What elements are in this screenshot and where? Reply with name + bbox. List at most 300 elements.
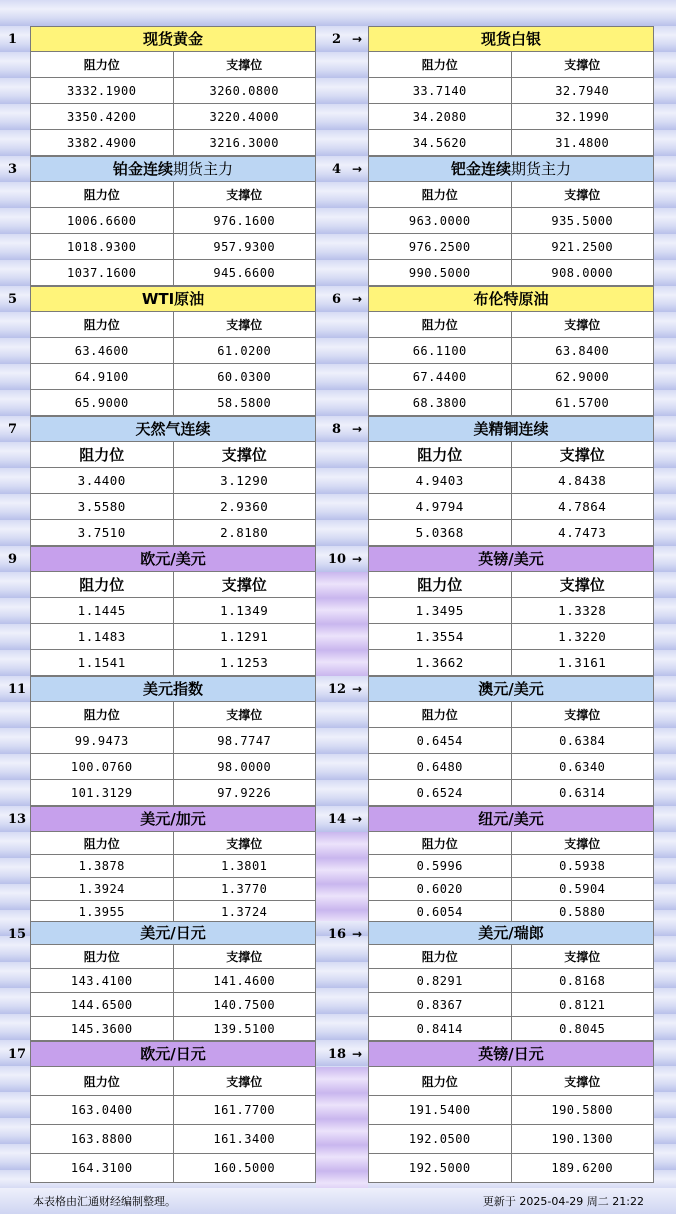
middle-strip bbox=[316, 832, 368, 921]
resistance-value: 163.8800 bbox=[31, 1125, 174, 1154]
resistance-value: 1.1483 bbox=[31, 624, 174, 650]
resistance-value: 3.4400 bbox=[31, 468, 174, 494]
resistance-value: 1006.6600 bbox=[31, 208, 174, 234]
support-value: 1.1253 bbox=[173, 650, 316, 676]
support-value: 4.7473 bbox=[511, 520, 654, 546]
resistance-header: 阻力位 bbox=[31, 442, 174, 468]
instrument-name: 美精铜连续 bbox=[473, 420, 549, 438]
header-row bbox=[31, 52, 316, 78]
resistance-value: 0.5996 bbox=[369, 855, 512, 878]
panel-title bbox=[30, 416, 316, 442]
resistance-value: 1.1445 bbox=[31, 598, 174, 624]
level-row bbox=[31, 520, 316, 546]
support-value: 4.7864 bbox=[511, 494, 654, 520]
resistance-value: 145.3600 bbox=[31, 1017, 174, 1041]
support-value: 945.6600 bbox=[173, 260, 316, 286]
level-row bbox=[369, 364, 654, 390]
panel-number: 17 bbox=[8, 1047, 27, 1062]
resistance-value: 0.6054 bbox=[369, 901, 512, 924]
level-row bbox=[31, 364, 316, 390]
instrument-name: 美元/日元 bbox=[140, 924, 206, 942]
instrument-name: 英镑/美元 bbox=[478, 550, 544, 568]
support-value: 189.6200 bbox=[511, 1154, 654, 1183]
support-value: 98.7747 bbox=[173, 728, 316, 754]
resistance-header: 阻力位 bbox=[369, 702, 512, 728]
level-table bbox=[368, 701, 654, 806]
instrument-name: 美元/加元 bbox=[140, 810, 206, 828]
support-value: 0.8045 bbox=[511, 1017, 654, 1041]
instrument-name: 欧元/日元 bbox=[140, 1045, 206, 1063]
resistance-value: 1.3924 bbox=[31, 878, 174, 901]
level-row bbox=[31, 338, 316, 364]
support-value: 61.0200 bbox=[173, 338, 316, 364]
support-header: 支撑位 bbox=[511, 572, 654, 598]
support-header: 支撑位 bbox=[511, 312, 654, 338]
support-value: 190.5800 bbox=[511, 1096, 654, 1125]
support-value: 3216.3000 bbox=[173, 130, 316, 156]
resistance-header: 阻力位 bbox=[369, 572, 512, 598]
arrow-right-icon: → bbox=[352, 1047, 363, 1061]
arrow-right-icon: → bbox=[352, 32, 363, 46]
instrument-name: 美元指数 bbox=[142, 680, 203, 698]
support-value: 1.3161 bbox=[511, 650, 654, 676]
resistance-value: 0.6454 bbox=[369, 728, 512, 754]
support-header: 支撑位 bbox=[173, 832, 316, 855]
level-row bbox=[31, 1096, 316, 1125]
panel-number: 6 bbox=[332, 292, 342, 307]
level-row bbox=[369, 260, 654, 286]
support-value: 0.8121 bbox=[511, 993, 654, 1017]
instrument-name: 钯金连续 bbox=[450, 160, 511, 178]
resistance-value: 100.0760 bbox=[31, 754, 174, 780]
level-row bbox=[369, 104, 654, 130]
resistance-header: 阻力位 bbox=[31, 572, 174, 598]
support-value: 976.1600 bbox=[173, 208, 316, 234]
panel-title bbox=[368, 921, 654, 945]
instrument-name: 美元/瑞郎 bbox=[478, 924, 544, 942]
resistance-value: 143.4100 bbox=[31, 969, 174, 993]
resistance-value: 0.8291 bbox=[369, 969, 512, 993]
level-row bbox=[31, 208, 316, 234]
arrow-right-icon: → bbox=[352, 682, 363, 696]
support-value: 2.8180 bbox=[173, 520, 316, 546]
header-row bbox=[369, 312, 654, 338]
support-value: 32.1990 bbox=[511, 104, 654, 130]
level-table bbox=[368, 181, 654, 286]
level-row bbox=[31, 780, 316, 806]
resistance-value: 3382.4900 bbox=[31, 130, 174, 156]
panel-number: 5 bbox=[8, 292, 18, 307]
arrow-right-icon: → bbox=[352, 162, 363, 176]
level-row bbox=[31, 993, 316, 1017]
panel-number: 16 bbox=[328, 927, 347, 942]
instrument-name: 天然气连续 bbox=[135, 420, 211, 438]
panel-title bbox=[30, 921, 316, 945]
level-table bbox=[30, 51, 316, 156]
panel-number: 7 bbox=[8, 422, 18, 437]
resistance-value: 99.9473 bbox=[31, 728, 174, 754]
arrow-right-icon: → bbox=[352, 927, 363, 941]
header-row bbox=[31, 572, 316, 598]
level-row bbox=[369, 78, 654, 104]
resistance-value: 33.7140 bbox=[369, 78, 512, 104]
level-row bbox=[369, 468, 654, 494]
resistance-header: 阻力位 bbox=[369, 832, 512, 855]
support-value: 921.2500 bbox=[511, 234, 654, 260]
support-value: 935.5000 bbox=[511, 208, 654, 234]
panel-title bbox=[368, 806, 654, 832]
level-row bbox=[369, 494, 654, 520]
level-row bbox=[31, 260, 316, 286]
header-row bbox=[31, 702, 316, 728]
resistance-header: 阻力位 bbox=[31, 832, 174, 855]
support-value: 1.3801 bbox=[173, 855, 316, 878]
level-row bbox=[369, 338, 654, 364]
resistance-value: 164.3100 bbox=[31, 1154, 174, 1183]
resistance-header: 阻力位 bbox=[31, 52, 174, 78]
level-row bbox=[31, 878, 316, 901]
resistance-value: 0.8414 bbox=[369, 1017, 512, 1041]
support-value: 160.5000 bbox=[173, 1154, 316, 1183]
header-row bbox=[369, 1067, 654, 1096]
level-row bbox=[31, 390, 316, 416]
level-table bbox=[368, 51, 654, 156]
panel-number: 12 bbox=[328, 682, 347, 697]
resistance-value: 963.0000 bbox=[369, 208, 512, 234]
resistance-header: 阻力位 bbox=[369, 52, 512, 78]
level-row bbox=[369, 780, 654, 806]
panel-number: 9 bbox=[8, 552, 18, 567]
panel-title bbox=[368, 416, 654, 442]
support-value: 1.3770 bbox=[173, 878, 316, 901]
resistance-value: 67.4400 bbox=[369, 364, 512, 390]
resistance-value: 1018.9300 bbox=[31, 234, 174, 260]
support-value: 190.1300 bbox=[511, 1125, 654, 1154]
level-table bbox=[368, 1066, 654, 1183]
resistance-header: 阻力位 bbox=[31, 1067, 174, 1096]
resistance-value: 1037.1600 bbox=[31, 260, 174, 286]
level-row bbox=[31, 130, 316, 156]
footer-note: 本表格由汇通财经编制整理。 bbox=[33, 1195, 176, 1208]
support-header: 支撑位 bbox=[511, 702, 654, 728]
level-row bbox=[369, 234, 654, 260]
level-row bbox=[31, 494, 316, 520]
panel-title bbox=[30, 1041, 316, 1067]
level-table bbox=[30, 701, 316, 806]
support-header: 支撑位 bbox=[173, 1067, 316, 1096]
support-header: 支撑位 bbox=[173, 442, 316, 468]
header-row bbox=[31, 832, 316, 855]
panel-number: 2 bbox=[332, 32, 342, 47]
instrument-name: 英镑/日元 bbox=[478, 1045, 544, 1063]
support-header: 支撑位 bbox=[511, 442, 654, 468]
support-header: 支撑位 bbox=[173, 702, 316, 728]
level-row bbox=[369, 390, 654, 416]
header-row bbox=[369, 832, 654, 855]
resistance-value: 1.3878 bbox=[31, 855, 174, 878]
resistance-value: 0.6480 bbox=[369, 754, 512, 780]
support-value: 0.6340 bbox=[511, 754, 654, 780]
panel-number: 18 bbox=[328, 1047, 347, 1062]
resistance-value: 5.0368 bbox=[369, 520, 512, 546]
support-header: 支撑位 bbox=[173, 312, 316, 338]
resistance-header: 阻力位 bbox=[369, 1067, 512, 1096]
arrow-right-icon: → bbox=[352, 812, 363, 826]
level-table bbox=[368, 571, 654, 676]
level-row bbox=[31, 754, 316, 780]
support-value: 61.5700 bbox=[511, 390, 654, 416]
level-row bbox=[369, 650, 654, 676]
arrow-right-icon: → bbox=[352, 422, 363, 436]
panel-title bbox=[30, 676, 316, 702]
arrow-right-icon: → bbox=[352, 292, 363, 306]
resistance-header: 阻力位 bbox=[31, 182, 174, 208]
support-value: 60.0300 bbox=[173, 364, 316, 390]
level-table bbox=[30, 944, 316, 1041]
resistance-value: 976.2500 bbox=[369, 234, 512, 260]
level-row bbox=[31, 104, 316, 130]
middle-strip bbox=[316, 572, 368, 676]
resistance-value: 1.3955 bbox=[31, 901, 174, 924]
support-header: 支撑位 bbox=[173, 182, 316, 208]
level-row bbox=[31, 969, 316, 993]
support-value: 141.4600 bbox=[173, 969, 316, 993]
level-table bbox=[30, 441, 316, 546]
level-row bbox=[31, 468, 316, 494]
panel-number: 13 bbox=[8, 812, 27, 827]
level-row bbox=[31, 234, 316, 260]
footer-bar bbox=[0, 1188, 676, 1214]
panel-title bbox=[30, 806, 316, 832]
resistance-value: 163.0400 bbox=[31, 1096, 174, 1125]
support-value: 0.5938 bbox=[511, 855, 654, 878]
support-value: 1.3724 bbox=[173, 901, 316, 924]
instrument-name: 现货白银 bbox=[480, 30, 541, 48]
resistance-value: 192.5000 bbox=[369, 1154, 512, 1183]
resistance-value: 0.8367 bbox=[369, 993, 512, 1017]
middle-strip bbox=[316, 1067, 368, 1188]
support-value: 62.9000 bbox=[511, 364, 654, 390]
header-row bbox=[369, 442, 654, 468]
panel-number: 10 bbox=[328, 552, 347, 567]
support-header: 支撑位 bbox=[511, 52, 654, 78]
level-row bbox=[31, 728, 316, 754]
support-value: 32.7940 bbox=[511, 78, 654, 104]
header-row bbox=[369, 572, 654, 598]
instrument-name: 现货黄金 bbox=[142, 30, 203, 48]
level-table bbox=[368, 441, 654, 546]
support-value: 1.1291 bbox=[173, 624, 316, 650]
level-row bbox=[369, 1154, 654, 1183]
support-value: 0.5880 bbox=[511, 901, 654, 924]
resistance-value: 1.3662 bbox=[369, 650, 512, 676]
instrument-suffix: 期货主力 bbox=[173, 160, 234, 178]
level-row bbox=[31, 598, 316, 624]
support-header: 支撑位 bbox=[511, 832, 654, 855]
support-header: 支撑位 bbox=[173, 572, 316, 598]
resistance-value: 4.9403 bbox=[369, 468, 512, 494]
level-row bbox=[31, 1125, 316, 1154]
resistance-value: 34.2080 bbox=[369, 104, 512, 130]
panel-number: 4 bbox=[332, 162, 342, 177]
level-row bbox=[369, 878, 654, 901]
level-row bbox=[369, 598, 654, 624]
panel-number: 1 bbox=[8, 32, 18, 47]
level-row bbox=[31, 855, 316, 878]
support-value: 0.5904 bbox=[511, 878, 654, 901]
resistance-value: 63.4600 bbox=[31, 338, 174, 364]
instrument-name: 纽元/美元 bbox=[478, 810, 544, 828]
resistance-value: 990.5000 bbox=[369, 260, 512, 286]
level-row bbox=[369, 754, 654, 780]
level-table bbox=[30, 181, 316, 286]
level-row bbox=[369, 1096, 654, 1125]
header-row bbox=[31, 182, 316, 208]
resistance-value: 144.6500 bbox=[31, 993, 174, 1017]
header-row bbox=[31, 945, 316, 969]
resistance-value: 65.9000 bbox=[31, 390, 174, 416]
support-value: 58.5800 bbox=[173, 390, 316, 416]
resistance-header: 阻力位 bbox=[369, 182, 512, 208]
support-value: 0.6384 bbox=[511, 728, 654, 754]
level-row bbox=[369, 130, 654, 156]
support-value: 4.8438 bbox=[511, 468, 654, 494]
support-value: 1.3220 bbox=[511, 624, 654, 650]
panel-number: 14 bbox=[328, 812, 347, 827]
level-table bbox=[368, 831, 654, 924]
support-value: 1.3328 bbox=[511, 598, 654, 624]
resistance-header: 阻力位 bbox=[369, 945, 512, 969]
level-row bbox=[31, 624, 316, 650]
support-value: 3.1290 bbox=[173, 468, 316, 494]
level-row bbox=[31, 1017, 316, 1041]
level-table bbox=[30, 571, 316, 676]
resistance-value: 1.3554 bbox=[369, 624, 512, 650]
resistance-value: 3332.1900 bbox=[31, 78, 174, 104]
resistance-value: 191.5400 bbox=[369, 1096, 512, 1125]
level-row bbox=[369, 728, 654, 754]
resistance-value: 1.1541 bbox=[31, 650, 174, 676]
support-value: 161.7700 bbox=[173, 1096, 316, 1125]
level-row bbox=[369, 969, 654, 993]
resistance-value: 66.1100 bbox=[369, 338, 512, 364]
panel-title bbox=[368, 156, 654, 182]
support-value: 3260.0800 bbox=[173, 78, 316, 104]
level-table bbox=[368, 944, 654, 1041]
header-row bbox=[31, 442, 316, 468]
panel-title bbox=[368, 676, 654, 702]
resistance-value: 101.3129 bbox=[31, 780, 174, 806]
support-value: 1.1349 bbox=[173, 598, 316, 624]
instrument-name: 澳元/美元 bbox=[478, 680, 544, 698]
level-table bbox=[368, 311, 654, 416]
panel-title bbox=[30, 286, 316, 312]
resistance-value: 34.5620 bbox=[369, 130, 512, 156]
header-row bbox=[369, 182, 654, 208]
resistance-value: 3.5580 bbox=[31, 494, 174, 520]
support-value: 0.8168 bbox=[511, 969, 654, 993]
panel-title bbox=[30, 26, 316, 52]
level-row bbox=[369, 1017, 654, 1041]
support-value: 908.0000 bbox=[511, 260, 654, 286]
resistance-value: 0.6524 bbox=[369, 780, 512, 806]
header-row bbox=[369, 945, 654, 969]
panel-title bbox=[368, 286, 654, 312]
level-row bbox=[369, 993, 654, 1017]
resistance-value: 0.6020 bbox=[369, 878, 512, 901]
resistance-header: 阻力位 bbox=[31, 702, 174, 728]
header-row bbox=[369, 52, 654, 78]
panel-title bbox=[30, 546, 316, 572]
support-header: 支撑位 bbox=[511, 1067, 654, 1096]
panel-number: 3 bbox=[8, 162, 18, 177]
instrument-name: 欧元/美元 bbox=[140, 550, 206, 568]
instrument-suffix: 期货主力 bbox=[511, 160, 572, 178]
update-time: 更新于 2025-04-29 周二 21:22 bbox=[482, 1195, 644, 1208]
panel-title bbox=[368, 26, 654, 52]
instrument-name: 铂金连续 bbox=[112, 160, 173, 178]
level-row bbox=[369, 208, 654, 234]
panel-number: 15 bbox=[8, 927, 27, 942]
level-row bbox=[31, 650, 316, 676]
support-value: 2.9360 bbox=[173, 494, 316, 520]
resistance-value: 4.9794 bbox=[369, 494, 512, 520]
resistance-value: 3.7510 bbox=[31, 520, 174, 546]
resistance-header: 阻力位 bbox=[369, 442, 512, 468]
support-value: 140.7500 bbox=[173, 993, 316, 1017]
level-row bbox=[31, 1154, 316, 1183]
resistance-value: 68.3800 bbox=[369, 390, 512, 416]
support-header: 支撑位 bbox=[173, 945, 316, 969]
resistance-value: 3350.4200 bbox=[31, 104, 174, 130]
support-header: 支撑位 bbox=[511, 945, 654, 969]
level-table bbox=[30, 1066, 316, 1183]
support-value: 161.3400 bbox=[173, 1125, 316, 1154]
arrow-right-icon: → bbox=[352, 552, 363, 566]
header-row bbox=[31, 1067, 316, 1096]
support-header: 支撑位 bbox=[173, 52, 316, 78]
panel-title bbox=[368, 1041, 654, 1067]
panel-title bbox=[30, 156, 316, 182]
resistance-value: 64.9100 bbox=[31, 364, 174, 390]
support-header: 支撑位 bbox=[511, 182, 654, 208]
support-value: 63.8400 bbox=[511, 338, 654, 364]
instrument-name: WTI原油 bbox=[141, 290, 205, 308]
level-row bbox=[369, 855, 654, 878]
support-value: 31.4800 bbox=[511, 130, 654, 156]
instrument-name: 布伦特原油 bbox=[473, 290, 549, 308]
level-row bbox=[369, 520, 654, 546]
support-value: 0.6314 bbox=[511, 780, 654, 806]
level-table bbox=[30, 311, 316, 416]
level-row bbox=[369, 1125, 654, 1154]
resistance-header: 阻力位 bbox=[31, 945, 174, 969]
header-row bbox=[369, 702, 654, 728]
resistance-header: 阻力位 bbox=[31, 312, 174, 338]
support-value: 98.0000 bbox=[173, 754, 316, 780]
resistance-value: 1.3495 bbox=[369, 598, 512, 624]
support-value: 3220.4000 bbox=[173, 104, 316, 130]
level-row bbox=[369, 624, 654, 650]
level-table bbox=[30, 831, 316, 924]
panel-number: 8 bbox=[332, 422, 342, 437]
support-value: 957.9300 bbox=[173, 234, 316, 260]
header-row bbox=[31, 312, 316, 338]
resistance-header: 阻力位 bbox=[369, 312, 512, 338]
panel-title bbox=[368, 546, 654, 572]
support-value: 139.5100 bbox=[173, 1017, 316, 1041]
panel-number: 11 bbox=[8, 682, 27, 697]
